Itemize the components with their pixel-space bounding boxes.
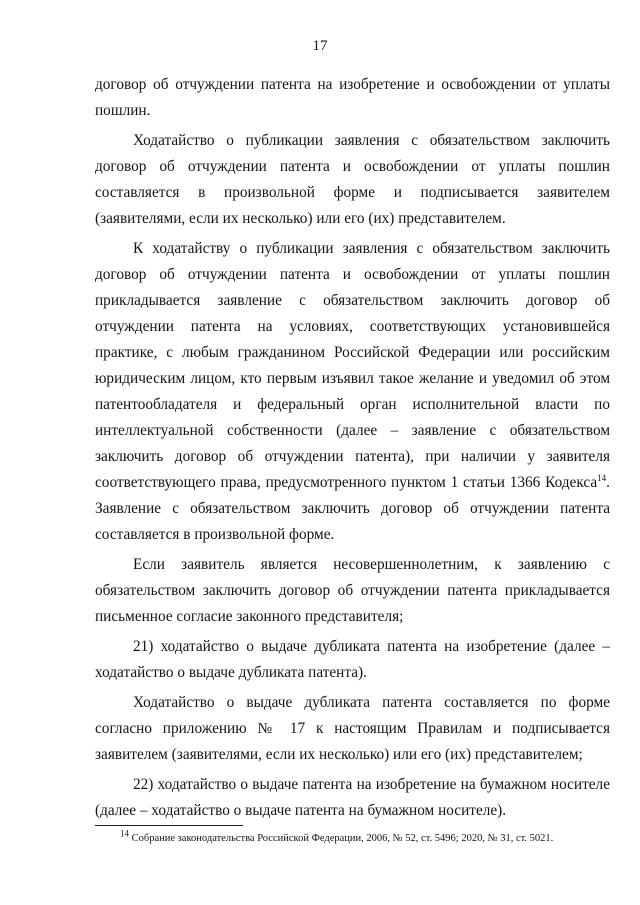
footnote-reference: 14 [597, 472, 607, 483]
paragraph-2: Ходатайство о публикации заявления с обязательством заключить договор об отчуждении патента и освобождении от уплаты пошлин составляется в произвольной форме и подписывается заявителем (заявителями, если их несколько) или его (их) представителем. [95, 132, 610, 227]
footnote-marker: 14 [120, 828, 129, 839]
paragraph-5: 21) ходатайство о выдаче дубликата патента на изобретение (далее – ходатайство о выдаче дубликата патента). [95, 638, 610, 681]
paragraph-1: договор об отчуждении патента на изобретение и освобождении от уплаты пошлин. [95, 76, 610, 119]
page-number: 17 [312, 38, 328, 54]
paragraph-7: 22) ходатайство о выдаче патента на изобретение на бумажном носителе (далее – ходатайство о выдаче патента на бумажном носителе). [95, 776, 610, 819]
footnote-separator [95, 825, 243, 826]
footnote [120, 828, 590, 846]
body-text [95, 72, 610, 824]
paragraph-6: Ходатайство о выдаче дубликата патента составляется по форме согласно приложению № 17 к настоящим Правилам и подписывается заявителем (заявителями, если их несколько) или его (их) представителем; [95, 694, 610, 763]
paragraph-3-text-end: . Заявление с обязательством заключить договор об отчуждении патента составляется в произвольной форме. [95, 474, 610, 543]
paragraph-3 [95, 236, 610, 548]
paragraph-4: Если заявитель является несовершеннолетним, к заявлению с обязательством заключить договор об отчуждении патента прикладывается письменное согласие законного представителя; [95, 556, 610, 625]
paragraph-3-text: К ходатайству о публикации заявления с обязательством заключить договор об отчуждении патента и освобождении от уплаты пошлин прикладывается заявление с обязательством заключить договор об отчуждении патента на условиях, соответствующих установившейся практике, с любым гражданином Российской Федерации или российским юридическим лицом, кто первым изъявил такое желание и уведомил об этом патентообладателя и федеральный орган исполнительной власти по интеллектуальной собственности (далее – заявление с обязательством заключить договор об отчуждении патента), при наличии у заявителя соответствующего права, предусмотренного пунктом 1 статьи 1366 Кодекса [95, 240, 610, 491]
footnote-text: Собрание законодательства Российской Федерации, 2006, № 52, ст. 5496; 2020, № 31, ст. 5021. [129, 833, 554, 844]
